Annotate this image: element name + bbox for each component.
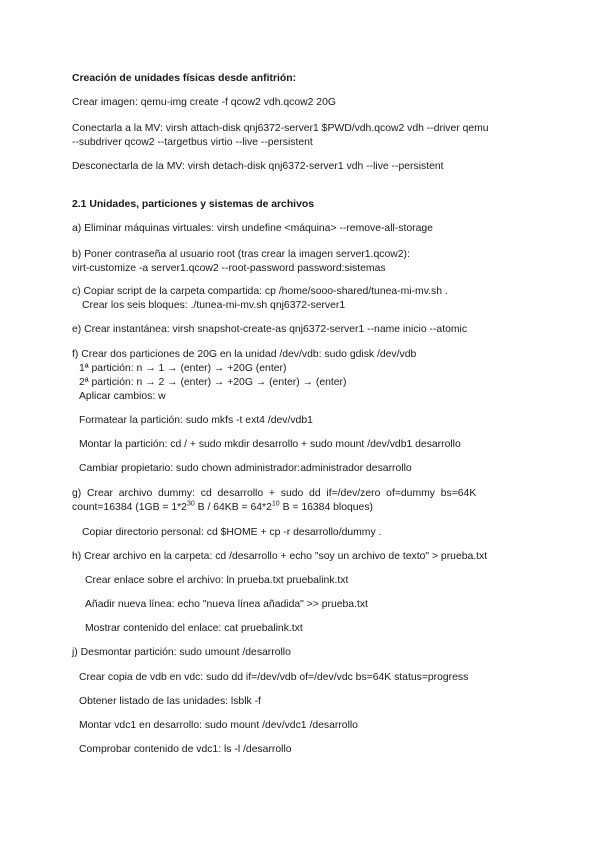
text-item-f-line3: 2ª partición: n → 2 → (enter) → +20G → (enter) → (enter) [79,377,347,388]
superscript-10: 10 [271,500,280,508]
text-item-c-line1: c) Copiar script de la carpeta compartida: cp /home/sooo-shared/tunea-mi-mv.sh . [72,286,448,297]
text-mount-partition: Montar la partición: cd / + sudo mkdir desarrollo + sudo mount /dev/vdb1 desarrollo [79,439,461,450]
text-show-link: Mostrar contenido del enlace: cat pruebalink.txt [85,623,303,634]
text-create-image: Crear imagen: qemu-img create -f qcow2 vdh.qcow2 20G [72,97,336,108]
text-item-f-line1: f) Crear dos particiones de 20G en la unidad /dev/vdb: sudo gdisk /dev/vdb [72,349,417,360]
text-attach-disk-line2: --subdriver qcow2 --targetbus virtio --live --persistent [72,137,313,148]
text-append-line: Añadir nueva línea: echo "nueva línea añadida" >> prueba.txt [85,599,368,610]
text-item-g-line2 [72,501,528,515]
text-item-b-line2: virt-customize -a server1.qcow2 --root-password password:sistemas [72,263,386,274]
section-heading-2-1: 2.1 Unidades, particiones y sistemas de archivos [72,199,314,210]
text-lsblk: Obtener listado de las unidades: lsblk -f [79,696,261,707]
text-item-j: j) Desmontar partición: sudo umount /desarrollo [72,647,291,658]
text-item-c-line2: Crear los seis bloques: ./tunea-mi-mv.sh qnj6372-server1 [82,300,346,311]
text-item-g-line1: g) Crear archivo dummy: cd desarrollo + sudo dd if=/dev/zero of=dummy bs=64K [72,488,477,499]
text-item-f-line2: 1ª partición: n → 1 → (enter) → +20G (enter) [79,363,287,374]
text-copy-vdb: Crear copia de vdb en vdc: sudo dd if=/dev/vdb of=/dev/vdc bs=64K status=progress [79,672,469,683]
text-create-link: Crear enlace sobre el archivo: ln prueba.txt pruebalink.txt [85,575,349,586]
text-item-f-line4: Aplicar cambios: w [79,391,166,402]
text-item-g-line2-part2: B / 64KB = 64*2 [194,502,272,513]
text-item-g-line2-part1: count=16384 (1GB = 1*2 [72,502,187,513]
text-item-g-line2-part3: B = 16384 bloques) [279,502,373,513]
text-item-b-line1: b) Poner contraseña al usuario root (tras crear la imagen server1.qcow2): [72,249,410,260]
text-detach-disk: Desconectarla de la MV: virsh detach-disk qnj6372-server1 vdh --live --persistent [72,161,444,172]
text-attach-disk-line1: Conectarla a la MV: virsh attach-disk qnj6372-server1 $PWD/vdh.qcow2 vdh --driver qemu [72,123,489,134]
text-check-vdc1: Comprobar contenido de vdc1: ls -l /desarrollo [79,744,292,755]
text-change-owner: Cambiar propietario: sudo chown administrador:administrador desarrollo [79,463,412,474]
text-item-a: a) Eliminar máquinas virtuales: virsh undefine <máquina> --remove-all-storage [72,223,433,234]
text-copy-home: Copiar directorio personal: cd $HOME + cp -r desarrollo/dummy . [82,527,382,538]
text-item-e: e) Crear instantánea: virsh snapshot-create-as qnj6372-server1 --name inicio --atomic [72,324,468,335]
section-heading-physical-units: Creación de unidades físicas desde anfitrión: [72,73,297,84]
text-item-h: h) Crear archivo en la carpeta: cd /desarrollo + echo "soy un archivo de texto" > prueba.txt [72,551,488,562]
text-mount-vdc1: Montar vdc1 en desarrollo: sudo mount /dev/vdc1 /desarrollo [79,720,358,731]
superscript-30: 30 [186,500,195,508]
text-format-partition: Formatear la partición: sudo mkfs -t ext4 /dev/vdb1 [79,415,313,426]
